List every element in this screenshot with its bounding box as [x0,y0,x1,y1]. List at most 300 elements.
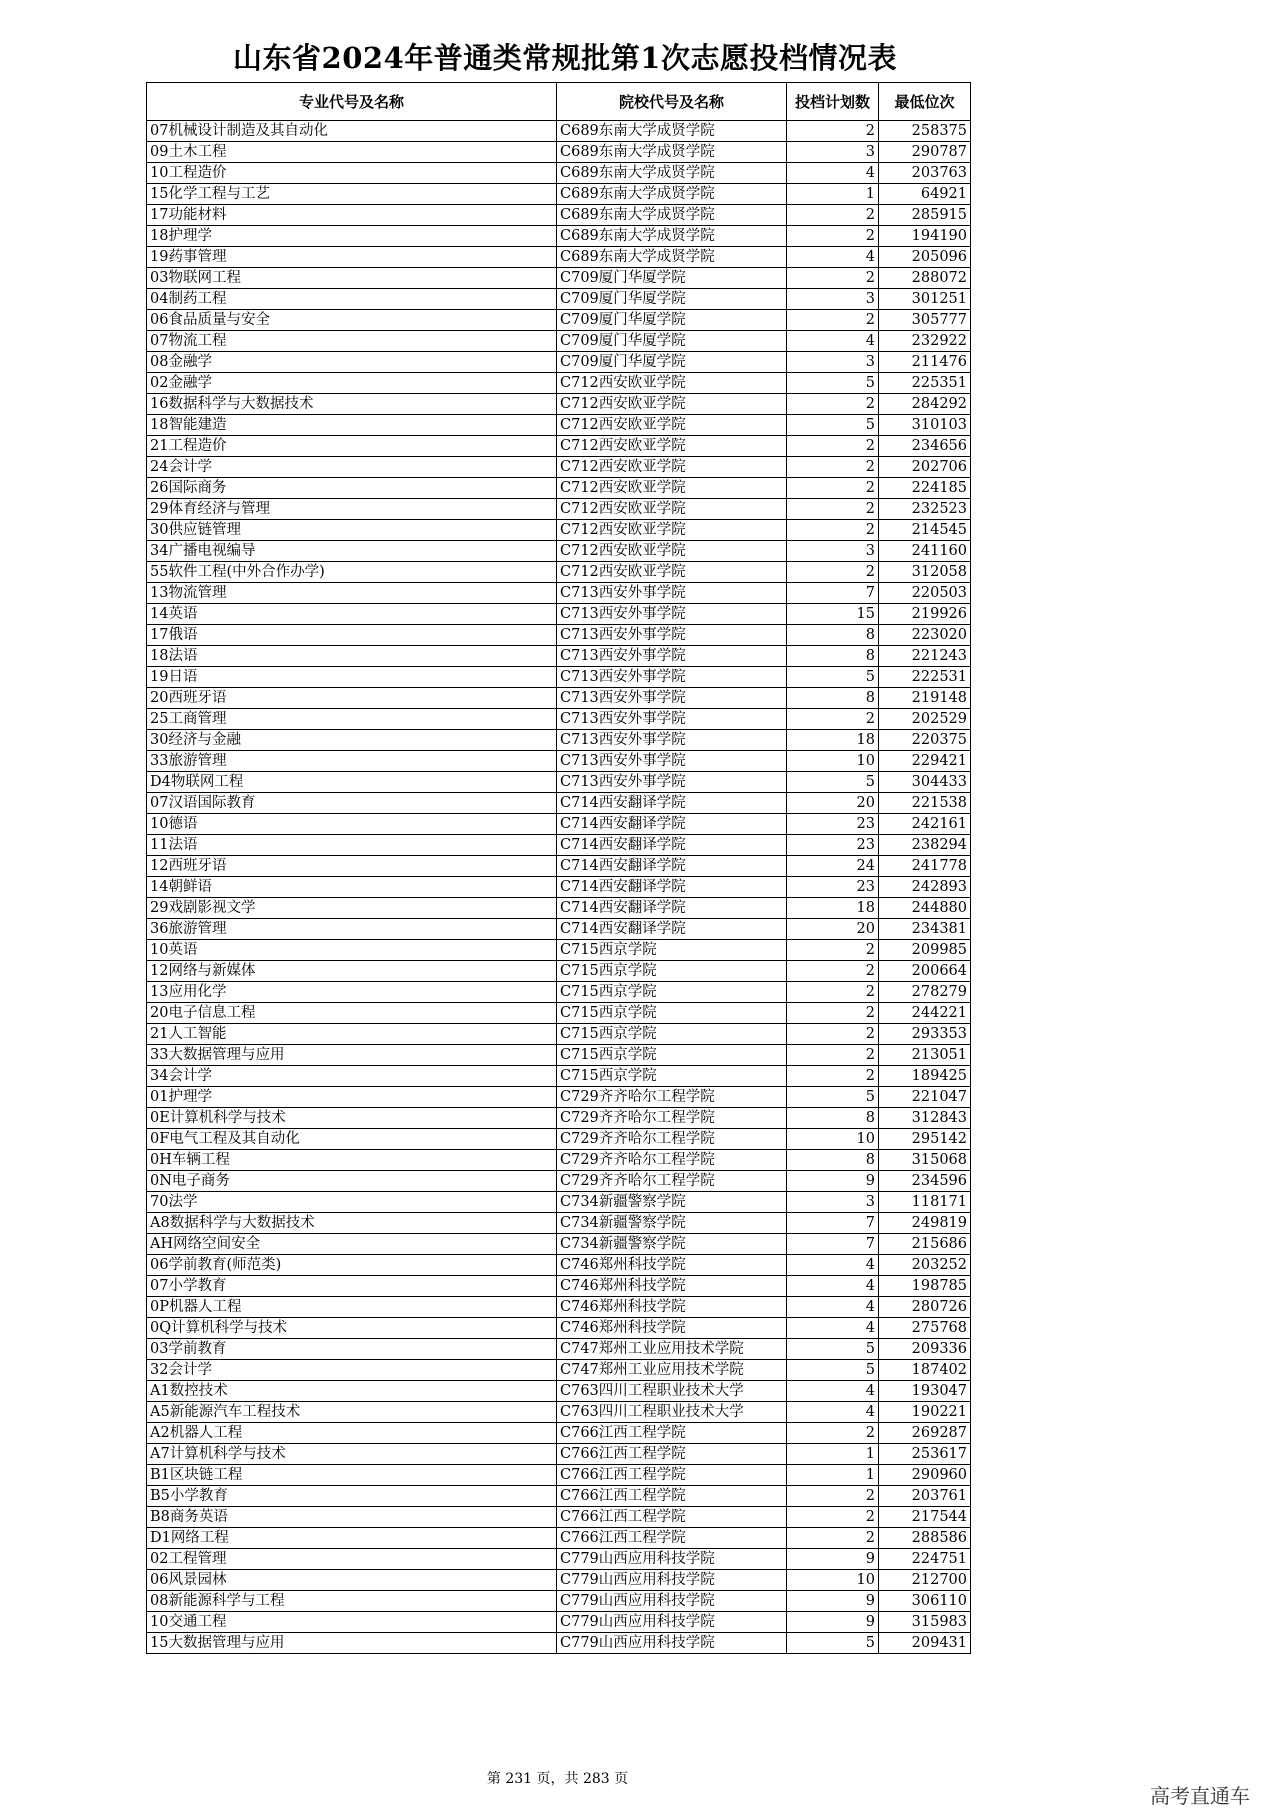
major-cell: 18智能建造 [147,415,557,436]
plan-cell: 3 [787,289,879,310]
table-row [147,1633,971,1654]
header-plan: 投档计划数 [787,83,879,121]
major-cell: 07汉语国际教育 [147,793,557,814]
table-row [147,1129,971,1150]
school-cell: C712西安欧亚学院 [557,562,787,583]
table-row [147,1045,971,1066]
major-cell: 13物流管理 [147,583,557,604]
table-row [147,961,971,982]
table-row [147,1234,971,1255]
major-cell: 30供应链管理 [147,520,557,541]
watermark: 高考直通车 [1150,1784,1250,1808]
school-cell: C712西安欧亚学院 [557,457,787,478]
table-row [147,709,971,730]
school-cell: C689东南大学成贤学院 [557,226,787,247]
plan-cell: 18 [787,730,879,751]
rank-cell: 312058 [879,562,971,583]
major-cell: 20西班牙语 [147,688,557,709]
table-row [147,1150,971,1171]
major-cell: 10英语 [147,940,557,961]
school-cell: C746郑州科技学院 [557,1276,787,1297]
table-row [147,541,971,562]
school-cell: C766江西工程学院 [557,1423,787,1444]
major-cell: 15大数据管理与应用 [147,1633,557,1654]
school-cell: C709厦门华厦学院 [557,289,787,310]
school-cell: C734新疆警察学院 [557,1192,787,1213]
table-row [147,1549,971,1570]
plan-cell: 20 [787,793,879,814]
rank-cell: 234596 [879,1171,971,1192]
plan-cell: 4 [787,1318,879,1339]
school-cell: C779山西应用科技学院 [557,1633,787,1654]
school-cell: C713西安外事学院 [557,730,787,751]
rank-cell: 203763 [879,163,971,184]
school-cell: C779山西应用科技学院 [557,1570,787,1591]
plan-cell: 1 [787,184,879,205]
major-cell: AH网络空间安全 [147,1234,557,1255]
major-cell: 14朝鲜语 [147,877,557,898]
plan-cell: 2 [787,1507,879,1528]
table-row [147,121,971,142]
school-cell: C715西京学院 [557,1066,787,1087]
major-cell: 0P机器人工程 [147,1297,557,1318]
major-cell: 29戏剧影视文学 [147,898,557,919]
table-row [147,583,971,604]
rank-cell: 301251 [879,289,971,310]
school-cell: C747郑州工业应用技术学院 [557,1360,787,1381]
major-cell: 04制药工程 [147,289,557,310]
plan-cell: 2 [787,310,879,331]
school-cell: C713西安外事学院 [557,583,787,604]
table-row [147,919,971,940]
table-row [147,856,971,877]
plan-cell: 2 [787,961,879,982]
major-cell: A7计算机科学与技术 [147,1444,557,1465]
school-cell: C709厦门华厦学院 [557,352,787,373]
school-cell: C712西安欧亚学院 [557,373,787,394]
plan-cell: 4 [787,1381,879,1402]
rank-cell: 213051 [879,1045,971,1066]
table-row [147,520,971,541]
table-row [147,1486,971,1507]
school-cell: C712西安欧亚学院 [557,436,787,457]
plan-cell: 2 [787,121,879,142]
plan-cell: 2 [787,709,879,730]
rank-cell: 305777 [879,310,971,331]
school-cell: C729齐齐哈尔工程学院 [557,1171,787,1192]
rank-cell: 293353 [879,1024,971,1045]
plan-cell: 2 [787,1003,879,1024]
rank-cell: 269287 [879,1423,971,1444]
major-cell: 07小学教育 [147,1276,557,1297]
plan-cell: 2 [787,205,879,226]
major-cell: 17功能材料 [147,205,557,226]
school-cell: C746郑州科技学院 [557,1318,787,1339]
school-cell: C766江西工程学院 [557,1444,787,1465]
rank-cell: 223020 [879,625,971,646]
table-row [147,1066,971,1087]
school-cell: C712西安欧亚学院 [557,394,787,415]
rank-cell: 190221 [879,1402,971,1423]
rank-cell: 249819 [879,1213,971,1234]
plan-cell: 2 [787,520,879,541]
school-cell: C713西安外事学院 [557,772,787,793]
school-cell: C715西京学院 [557,961,787,982]
rank-cell: 290960 [879,1465,971,1486]
school-cell: C713西安外事学院 [557,709,787,730]
table-row [147,1087,971,1108]
major-cell: 33旅游管理 [147,751,557,772]
rank-cell: 304433 [879,772,971,793]
rank-cell: 253617 [879,1444,971,1465]
major-cell: 03物联网工程 [147,268,557,289]
rank-cell: 221047 [879,1087,971,1108]
school-cell: C766江西工程学院 [557,1528,787,1549]
major-cell: 0E计算机科学与技术 [147,1108,557,1129]
table-header-row [147,83,971,121]
rank-cell: 220375 [879,730,971,751]
table-row [147,1423,971,1444]
school-cell: C779山西应用科技学院 [557,1549,787,1570]
school-cell: C714西安翻译学院 [557,814,787,835]
plan-cell: 23 [787,877,879,898]
table-row [147,1612,971,1633]
school-cell: C712西安欧亚学院 [557,478,787,499]
rank-cell: 194190 [879,226,971,247]
rank-cell: 202529 [879,709,971,730]
table-row [147,247,971,268]
table-row [147,268,971,289]
plan-cell: 5 [787,373,879,394]
plan-cell: 2 [787,1423,879,1444]
rank-cell: 244221 [879,1003,971,1024]
school-cell: C714西安翻译学院 [557,898,787,919]
major-cell: 02工程管理 [147,1549,557,1570]
plan-cell: 4 [787,1402,879,1423]
table-row [147,772,971,793]
rank-cell: 219926 [879,604,971,625]
plan-cell: 4 [787,247,879,268]
rank-cell: 187402 [879,1360,971,1381]
major-cell: 21工程造价 [147,436,557,457]
school-cell: C689东南大学成贤学院 [557,205,787,226]
major-cell: 02金融学 [147,373,557,394]
rank-cell: 209985 [879,940,971,961]
plan-cell: 8 [787,625,879,646]
rank-cell: 280726 [879,1297,971,1318]
rank-cell: 198785 [879,1276,971,1297]
major-cell: 06风景园林 [147,1570,557,1591]
plan-cell: 7 [787,1234,879,1255]
table-row [147,1402,971,1423]
table-row [147,1528,971,1549]
major-cell: 12西班牙语 [147,856,557,877]
rank-cell: 224185 [879,478,971,499]
major-cell: A5新能源汽车工程技术 [147,1402,557,1423]
table-row [147,1255,971,1276]
school-cell: C713西安外事学院 [557,688,787,709]
rank-cell: 290787 [879,142,971,163]
plan-cell: 3 [787,1192,879,1213]
major-cell: 09土木工程 [147,142,557,163]
plan-cell: 2 [787,394,879,415]
rank-cell: 232523 [879,499,971,520]
major-cell: 15化学工程与工艺 [147,184,557,205]
major-cell: 0H车辆工程 [147,1150,557,1171]
table-row [147,877,971,898]
school-cell: C714西安翻译学院 [557,793,787,814]
table-row [147,499,971,520]
major-cell: 25工商管理 [147,709,557,730]
table-row [147,226,971,247]
school-cell: C712西安欧亚学院 [557,499,787,520]
school-cell: C709厦门华厦学院 [557,268,787,289]
table-row [147,1444,971,1465]
school-cell: C763四川工程职业技术大学 [557,1381,787,1402]
major-cell: 10交通工程 [147,1612,557,1633]
table-row [147,1003,971,1024]
rank-cell: 288586 [879,1528,971,1549]
rank-cell: 224751 [879,1549,971,1570]
plan-cell: 2 [787,1486,879,1507]
table-row [147,415,971,436]
school-cell: C715西京学院 [557,940,787,961]
rank-cell: 205096 [879,247,971,268]
table-row [147,289,971,310]
major-cell: 0N电子商务 [147,1171,557,1192]
rank-cell: 189425 [879,1066,971,1087]
rank-cell: 238294 [879,835,971,856]
school-cell: C689东南大学成贤学院 [557,184,787,205]
rank-cell: 234381 [879,919,971,940]
header-school: 院校代号及名称 [557,83,787,121]
rank-cell: 310103 [879,415,971,436]
plan-cell: 2 [787,940,879,961]
rank-cell: 229421 [879,751,971,772]
school-cell: C729齐齐哈尔工程学院 [557,1087,787,1108]
table-row [147,562,971,583]
table-row [147,1381,971,1402]
major-cell: 10德语 [147,814,557,835]
major-cell: 07机械设计制造及其自动化 [147,121,557,142]
plan-cell: 9 [787,1591,879,1612]
major-cell: 18法语 [147,646,557,667]
table-row [147,835,971,856]
plan-cell: 24 [787,856,879,877]
major-cell: B1区块链工程 [147,1465,557,1486]
rank-cell: 288072 [879,268,971,289]
plan-cell: 2 [787,457,879,478]
school-cell: C715西京学院 [557,1003,787,1024]
plan-cell: 1 [787,1465,879,1486]
rank-cell: 306110 [879,1591,971,1612]
rank-cell: 209431 [879,1633,971,1654]
plan-cell: 7 [787,583,879,604]
school-cell: C766江西工程学院 [557,1465,787,1486]
rank-cell: 222531 [879,667,971,688]
plan-cell: 5 [787,1087,879,1108]
table-row [147,793,971,814]
school-cell: C689东南大学成贤学院 [557,247,787,268]
plan-cell: 5 [787,772,879,793]
plan-cell: 10 [787,1570,879,1591]
plan-cell: 2 [787,1066,879,1087]
rank-cell: 232922 [879,331,971,352]
major-cell: 20电子信息工程 [147,1003,557,1024]
school-cell: C715西京学院 [557,982,787,1003]
major-cell: 0F电气工程及其自动化 [147,1129,557,1150]
major-cell: 13应用化学 [147,982,557,1003]
table-row [147,1297,971,1318]
rank-cell: 221243 [879,646,971,667]
table-row [147,1570,971,1591]
school-cell: C712西安欧亚学院 [557,541,787,562]
major-cell: 29体育经济与管理 [147,499,557,520]
school-cell: C747郑州工业应用技术学院 [557,1339,787,1360]
table-row [147,1108,971,1129]
major-cell: 24会计学 [147,457,557,478]
plan-cell: 9 [787,1612,879,1633]
table-row [147,1591,971,1612]
plan-cell: 20 [787,919,879,940]
school-cell: C709厦门华厦学院 [557,310,787,331]
table-row [147,898,971,919]
rank-cell: 64921 [879,184,971,205]
plan-cell: 2 [787,1528,879,1549]
major-cell: 19日语 [147,667,557,688]
table-row [147,751,971,772]
rank-cell: 209336 [879,1339,971,1360]
rank-cell: 217544 [879,1507,971,1528]
table-row [147,1465,971,1486]
table-row [147,814,971,835]
plan-cell: 8 [787,1108,879,1129]
plan-cell: 4 [787,1297,879,1318]
plan-cell: 2 [787,1024,879,1045]
school-cell: C746郑州科技学院 [557,1255,787,1276]
major-cell: 08金融学 [147,352,557,373]
rank-cell: 275768 [879,1318,971,1339]
school-cell: C779山西应用科技学院 [557,1612,787,1633]
major-cell: A8数据科学与大数据技术 [147,1213,557,1234]
plan-cell: 9 [787,1549,879,1570]
plan-cell: 4 [787,1276,879,1297]
plan-cell: 4 [787,331,879,352]
plan-cell: 7 [787,1213,879,1234]
school-cell: C712西安欧亚学院 [557,520,787,541]
major-cell: 16数据科学与大数据技术 [147,394,557,415]
table-row [147,1360,971,1381]
rank-cell: 118171 [879,1192,971,1213]
school-cell: C713西安外事学院 [557,625,787,646]
plan-cell: 10 [787,751,879,772]
rank-cell: 203252 [879,1255,971,1276]
table-row [147,730,971,751]
major-cell: 17俄语 [147,625,557,646]
rank-cell: 203761 [879,1486,971,1507]
plan-cell: 4 [787,163,879,184]
school-cell: C713西安外事学院 [557,751,787,772]
rank-cell: 244880 [879,898,971,919]
header-rank: 最低位次 [879,83,971,121]
plan-cell: 5 [787,1339,879,1360]
rank-cell: 215686 [879,1234,971,1255]
school-cell: C689东南大学成贤学院 [557,163,787,184]
table-row [147,436,971,457]
major-cell: 32会计学 [147,1360,557,1381]
table-row [147,982,971,1003]
rank-cell: 258375 [879,121,971,142]
rank-cell: 219148 [879,688,971,709]
plan-cell: 2 [787,982,879,1003]
major-cell: A2机器人工程 [147,1423,557,1444]
rank-cell: 214545 [879,520,971,541]
major-cell: 10工程造价 [147,163,557,184]
plan-cell: 2 [787,478,879,499]
rank-cell: 193047 [879,1381,971,1402]
school-cell: C714西安翻译学院 [557,877,787,898]
plan-cell: 5 [787,667,879,688]
major-cell: 06食品质量与安全 [147,310,557,331]
major-cell: B8商务英语 [147,1507,557,1528]
plan-cell: 3 [787,541,879,562]
plan-cell: 9 [787,1171,879,1192]
major-cell: 03学前教育 [147,1339,557,1360]
major-cell: B5小学教育 [147,1486,557,1507]
plan-cell: 8 [787,688,879,709]
table-row [147,373,971,394]
plan-cell: 2 [787,436,879,457]
plan-cell: 3 [787,142,879,163]
table-row [147,457,971,478]
rank-cell: 241778 [879,856,971,877]
plan-cell: 23 [787,814,879,835]
school-cell: C715西京学院 [557,1045,787,1066]
rank-cell: 315983 [879,1612,971,1633]
table-row [147,688,971,709]
rank-cell: 284292 [879,394,971,415]
major-cell: 70法学 [147,1192,557,1213]
major-cell: 12网络与新媒体 [147,961,557,982]
major-cell: 01护理学 [147,1087,557,1108]
table-row [147,394,971,415]
rank-cell: 241160 [879,541,971,562]
table-row [147,1339,971,1360]
rank-cell: 278279 [879,982,971,1003]
school-cell: C713西安外事学院 [557,646,787,667]
major-cell: A1数控技术 [147,1381,557,1402]
table-row [147,478,971,499]
school-cell: C729齐齐哈尔工程学院 [557,1108,787,1129]
plan-cell: 2 [787,499,879,520]
rank-cell: 225351 [879,373,971,394]
major-cell: 21人工智能 [147,1024,557,1045]
school-cell: C714西安翻译学院 [557,856,787,877]
major-cell: D4物联网工程 [147,772,557,793]
table-row [147,1192,971,1213]
major-cell: 06学前教育(师范类) [147,1255,557,1276]
school-cell: C746郑州科技学院 [557,1297,787,1318]
major-cell: 34广播电视编导 [147,541,557,562]
rank-cell: 242893 [879,877,971,898]
school-cell: C709厦门华厦学院 [557,331,787,352]
school-cell: C766江西工程学院 [557,1507,787,1528]
table-row [147,1213,971,1234]
plan-cell: 5 [787,415,879,436]
school-cell: C763四川工程职业技术大学 [557,1402,787,1423]
rank-cell: 312843 [879,1108,971,1129]
table-row [147,1318,971,1339]
